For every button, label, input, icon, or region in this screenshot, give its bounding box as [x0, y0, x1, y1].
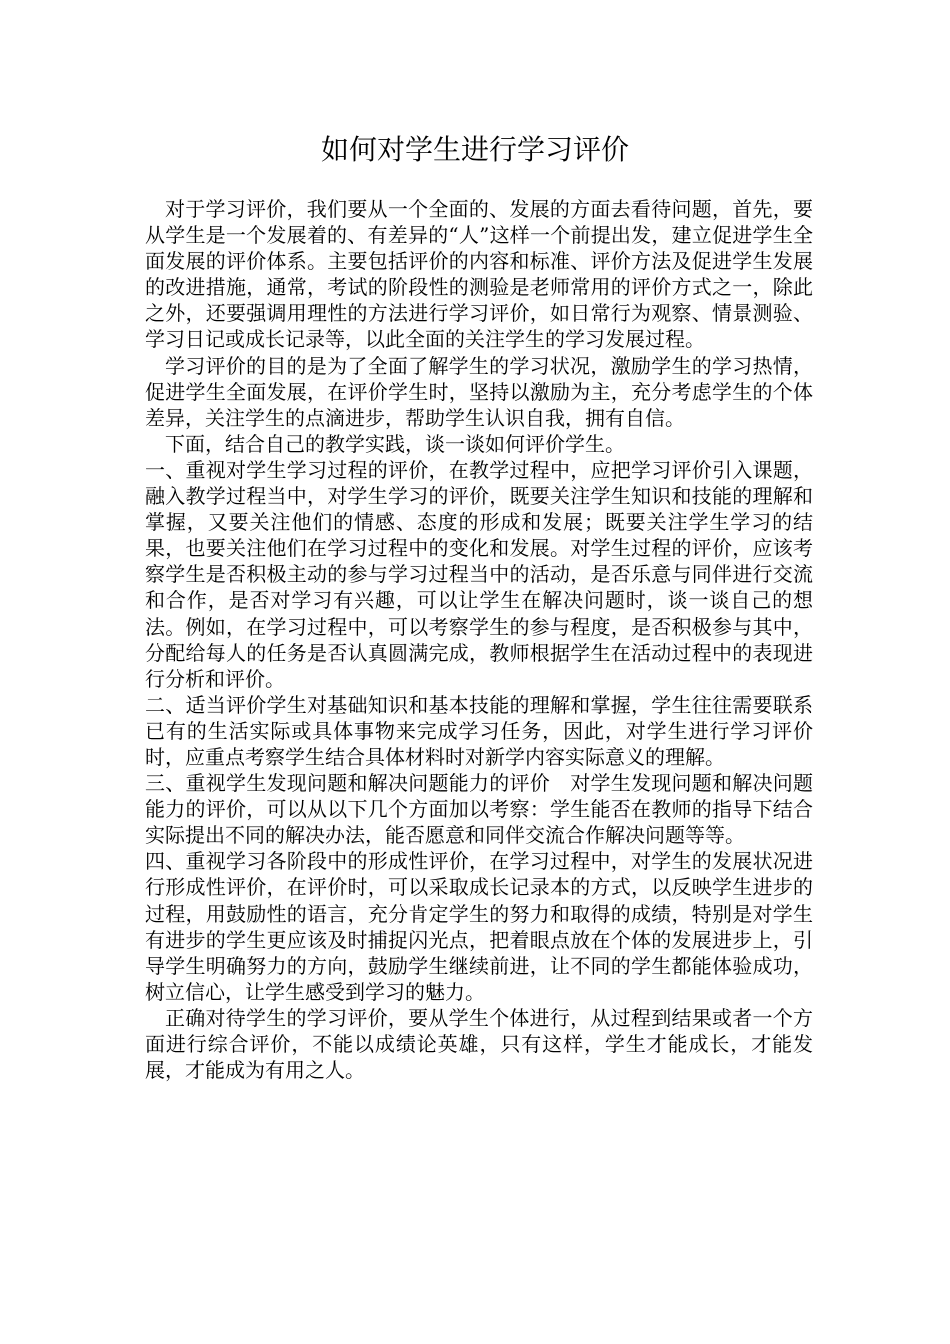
document-title: 如何对学生进行学习评价	[320, 133, 629, 166]
paragraph-transition: 下面，结合自己的教学实践，谈一谈如何评价学生。	[165, 431, 625, 456]
paragraph-purpose: 学习评价的目的是为了全面了解学生的学习状况，激励学生的学习热情，促进学生全面发展，在评价学生时，坚持以激励为主，充分考虑学生的个体差异，关注学生的点滴进步，帮助学生认识自我，拥有自信。	[145, 353, 813, 430]
paragraph-point-4: 四、重视学习各阶段中的形成性评价，在学习过程中，对学生的发展状况进行形成性评价，在评价时，可以采取成长记录本的方式，以反映学生进步的过程，用鼓励性的语言，充分肯定学生的努力和取得的成绩，特别是对学生有进步的学生更应该及时捕捉闪光点，把着眼点放在个体的发展进步上，引导学生明确努力的方向，鼓励学生继续前进，让不同的学生都能体验成功，树立信心，让学生感受到学习的魅力。	[145, 849, 813, 1004]
paragraph-point-1: 一、重视对学生学习过程的评价，在教学过程中，应把学习评价引入课题，融入教学过程当中，对学生学习的评价，既要关注学生知识和技能的理解和掌握，又要关注他们的情感、态度的形成和发展；既要关注学生学习的结果，也要关注他们在学习过程中的变化和发展。对学生过程的评价，应该考察学生是否积极主动的参与学习过程当中的活动，是否乐意与同伴进行交流和合作，是否对学习有兴趣，可以让学生在解决问题时，谈一谈自己的想法。例如，在学习过程中，可以考察学生的参与程度，是否积极参与其中，分配给每人的任务是否认真圆满完成，教师根据学生在活动过程中的表现进行分析和评价。	[145, 457, 813, 691]
paragraph-point-2: 二、适当评价学生对基础知识和基本技能的理解和掌握，学生往往需要联系已有的生活实际或具体事物来完成学习任务，因此，对学生进行学习评价时，应重点考察学生结合具体材料时对新学内容实际意义的理解。	[145, 692, 813, 769]
paragraph-intro: 对于学习评价，我们要从一个全面的、发展的方面去看待问题，首先，要从学生是一个发展着的、有差异的“人”这样一个前提出发，建立促进学生全面发展的评价体系。主要包括评价的内容和标准、评价方法及促进学生发展的改进措施，通常，考试的阶段性的测验是老师常用的评价方式之一，除此之外，还要强调用理性的方法进行学习评价，如日常行为观察、情景测验、学习日记或成长记录等，以此全面的关注学生的学习发展过程。	[145, 197, 813, 352]
paragraph-conclusion: 正确对待学生的学习评价，要从学生个体进行，从过程到结果或者一个方面进行综合评价，不能以成绩论英雄，只有这样，学生才能成长，才能发展，才能成为有用之人。	[145, 1005, 813, 1083]
paragraph-point-3: 三、重视学生发现问题和解决问题能力的评价 对学生发现问题和解决问题能力的评价，可以从以下几个方面加以考察：学生能否在教师的指导下结合实际提出不同的解决办法，能否愿意和同伴交流合作解决问题等等。	[145, 771, 813, 848]
document-body	[145, 196, 813, 1083]
